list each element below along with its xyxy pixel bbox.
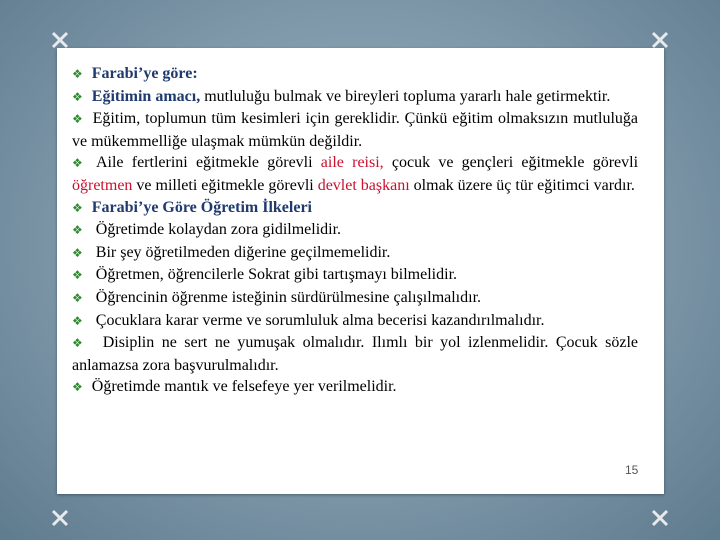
diamond-bullet-icon: ❖: [72, 245, 83, 260]
diamond-bullet-icon: ❖: [72, 200, 83, 215]
slide-title: ❖ Farabi’ye göre:: [72, 65, 198, 82]
list-item: ❖ Bir şey öğretilmeden diğerine geçilmemelidir.: [72, 243, 391, 261]
diamond-bullet-icon: ❖: [72, 112, 84, 127]
list-item: ❖ Öğrencinin öğrenme isteğinin sürdürülmesine çalışılmalıdır.: [72, 288, 482, 306]
diamond-bullet-icon: ❖: [72, 67, 83, 81]
list-item: ❖ Eğitimin amacı, mutluluğu bulmak ve bireyleri topluma yararlı hale getirmektir.: [72, 87, 611, 105]
corner-ornament-icon: [651, 509, 669, 527]
diamond-bullet-icon: ❖: [72, 268, 83, 283]
corner-ornament-icon: [51, 31, 69, 49]
corner-ornament-icon: [51, 509, 69, 527]
page-number: 15: [625, 463, 639, 477]
diamond-bullet-icon: ❖: [72, 89, 83, 104]
diamond-bullet-icon: ❖: [72, 313, 83, 328]
diamond-bullet-icon: ❖: [72, 290, 83, 305]
diamond-bullet-icon: ❖: [72, 156, 87, 171]
list-item: ❖ Eğitim, toplumun tüm kesimleri için gereklidir. Çünkü eğitim olmaksızın mutluluğa ve mükemmelliğe ulaşmak mümkün değildir.: [72, 110, 638, 150]
list-item: ❖ Çocuklara karar verme ve sorumluluk alma becerisi kazandırılmalıdır.: [72, 311, 545, 329]
list-item: ❖ Öğretmen, öğrencilerle Sokrat gibi tartışmayı bilmelidir.: [72, 266, 458, 284]
list-item: ❖ Öğretimde mantık ve felsefeye yer verilmelidir.: [72, 378, 397, 396]
section-subtitle: ❖ Farabi’ye Göre Öğretim İlkeleri: [72, 198, 312, 216]
diamond-bullet-icon: ❖: [72, 336, 87, 351]
list-item: ❖ Öğretimde kolaydan zora gidilmelidir.: [72, 221, 342, 239]
list-item: ❖ Disiplin ne sert ne yumuşak olmalıdır. Ilımlı bir yol izlenmelidir. Çocuk sözle anlamazsa zora başvurulmalıdır.: [72, 334, 638, 374]
list-item: ❖ Aile fertlerini eğitmekle görevli aile reisi, çocuk ve gençleri eğitmekle görevli öğretmen ve milleti eğitmekle görevli devlet başkanı olmak üzere üç tür eğitimci vardır.: [72, 154, 639, 194]
diamond-bullet-icon: ❖: [72, 223, 83, 238]
corner-ornament-icon: [651, 31, 669, 49]
diamond-bullet-icon: ❖: [72, 380, 83, 395]
slide-content: [72, 63, 638, 399]
